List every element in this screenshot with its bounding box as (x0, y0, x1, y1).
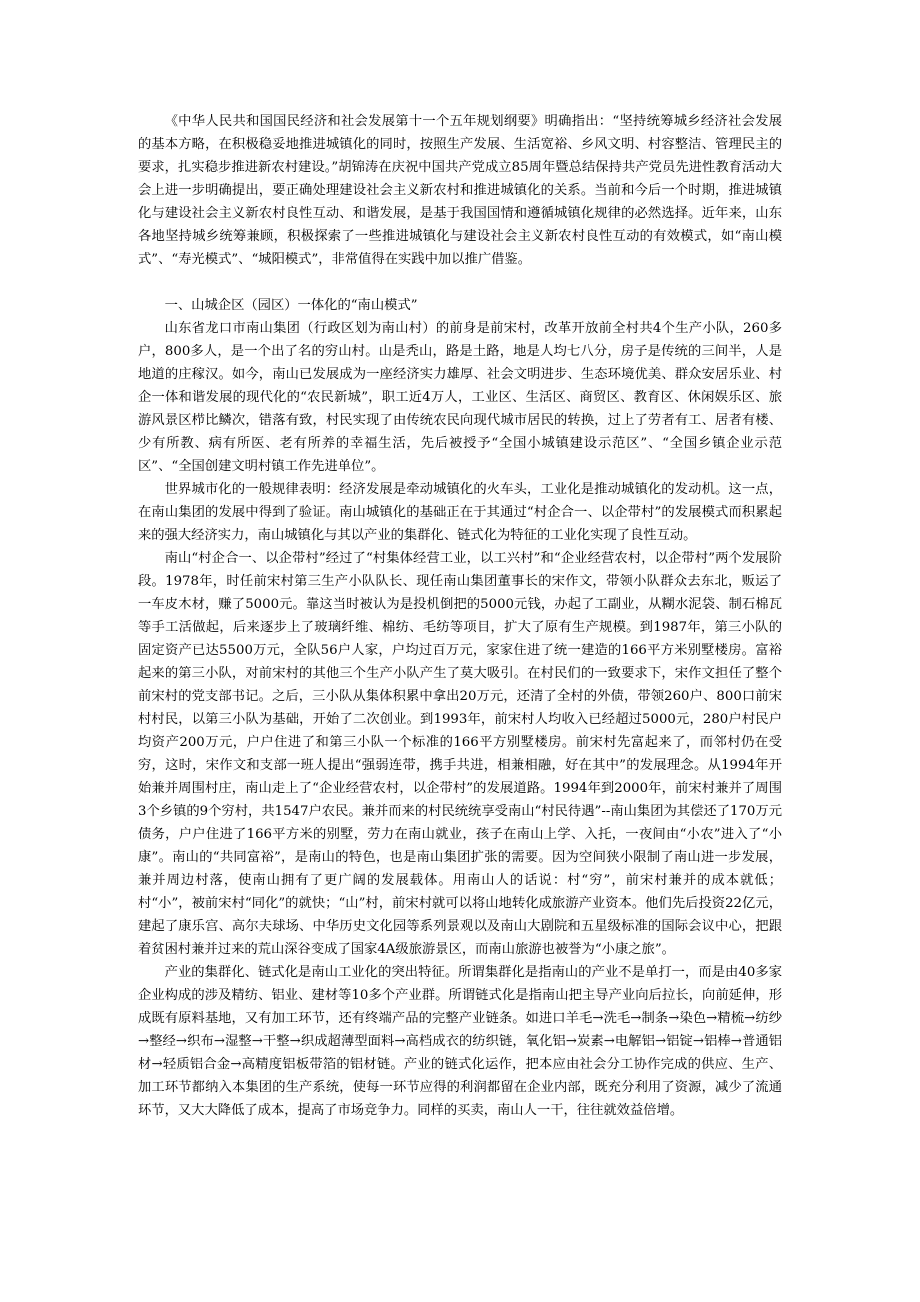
body-paragraph-1: 山东省龙口市南山集团（行政区划为南山村）的前身是前宋村，改革开放前全村共4个生产小队，260多户，800多人，是一个出了名的穷山村。山是秃山，路是土路，地是人均七八分，房子是传统的三间半，人是地道的庄稼汉。如今，南山已发展成为一座经济实力雄厚、社会文明进步、生态环境优美、群众安居乐业、村企一体和谐发展的现代化的“农民新城”，职工近4万人，工业区、生活区、商贸区、教育区、休闲娱乐区、旅游风景区栉比鳞次，错落有致，村民实现了由传统农民向现代城市居民的转换，过上了劳者有工、居者有楼、少有所教、病有所医、老有所养的幸福生活，先后被授予“全国小城镇建设示范区”、“全国乡镇企业示范区”、“全国创建文明村镇工作先进单位”。 (138, 321, 782, 474)
body-paragraph-3: 南山“村企合一、以企带村”经过了“村集体经营工业，以工兴村”和“企业经营农村，以企带村”两个发展阶段。1978年，时任前宋村第三生产小队队长、现任南山集团董事长的宋作文，带领小队群众去东北，贩运了一车皮木材，赚了5000元。靠这当时被认为是投机倒把的5000元钱，办起了工副业，从糊水泥袋、制石棉瓦等手工活做起，后来逐步上了玻璃纤维、棉纺、毛纺等项目，扩大了原有生产规模。到1987年，第三小队的固定资产已达5500万元，全队56户人家，户均过百万元，家家住进了统一建造的166平方米别墅楼房。富裕起来的第三小队，对前宋村的其他三个生产小队产生了莫大吸引。在村民们的一致要求下，宋作文担任了整个前宋村的党支部书记。之后，三小队从集体积累中拿出20万元，还清了全村的外债，带领260户、800口前宋村村民，以第三小队为基础，开始了二次创业。到1993年，前宋村人均收入已经超过5000元，280户村民户均资产200万元，户户住进了和第三小队一个标准的166平方别墅楼房。前宋村先富起来了，而邻村仍在受穷，这时，宋作文和支部一班人提出“强弱连带，携手共进，相兼相融，好在其中”的发展理念。从1994年开始兼并周围村庄，南山走上了“企业经营农村，以企带村”的发展道路。1994年到2000年，前宋村兼并了周围3个乡镇的9个穷村，共1547户农民。兼并而来的村民统统享受南山“村民待遇”--南山集团为其偿还了170万元债务，户户住进了166平方米的别墅，劳力在南山就业，孩子在南山上学、入托，一夜间由“小农”进入了“小康”。南山的“共同富裕”，是南山的特色，也是南山集团扩张的需要。因为空间狭小限制了南山进一步发展，兼并周边村落，使南山拥有了更广阔的发展载体。用南山人的话说：村“穷”，前宋村兼并的成本就低；村“小”，被前宋村“同化”的就快；“山”村，前宋村就可以将山地转化成旅游产业资本。他们先后投资22亿元，建起了康乐宫、高尔夫球场、中华历史文化园等系列景观以及南山大剧院和五星级标准的国际会议中心，把跟着贫困村兼并过来的荒山深谷变成了国家4A级旅游景区，而南山旅游也被誉为“小康之旅”。 (138, 551, 782, 957)
paragraph-spacer (138, 271, 782, 294)
body-paragraph-2: 世界城市化的一般规律表明：经济发展是牵动城镇化的火车头，工业化是推动城镇化的发动机。这一点，在南山集团的发展中得到了验证。南山城镇化的基础正在于其通过“村企合一、以企带村”的发展模式而积累起来的强大经济实力，南山城镇化与其以产业的集群化、链式化为特征的工业化实现了良性互动。 (138, 482, 782, 543)
section-heading: 一、山城企区（园区）一体化的“南山模式” (164, 298, 418, 313)
intro-paragraph: 《中华人民共和国国民经济和社会发展第十一个五年规划纲要》明确指出：“坚持统筹城乡经济社会发展的基本方略，在积极稳妥地推进城镇化的同时，按照生产发展、生活宽裕、乡风文明、村容整洁、管理民主的要求，扎实稳步推进新农村建设。”胡锦涛在庆祝中国共产党成立85周年暨总结保持共产党员先进性教育活动大会上进一步明确提出，要正确处理建设社会主义新农村和推进城镇化的关系。当前和今后一个时期，推进城镇化与建设社会主义新农村良性互动、和谐发展，是基于我国国情和遵循城镇化规律的必然选择。近年来，山东各地坚持城乡统筹兼顾，积极探索了一些推进城镇化与建设社会主义新农村良性互动的有效模式，如“南山模式”、“寿光模式”、“城阳模式”，非常值得在实践中加以推广借鉴。 (138, 114, 782, 267)
body-paragraph-4: 产业的集群化、链式化是南山工业化的突出特征。所谓集群化是指南山的产业不是单打一，而是由40多家企业构成的涉及精纺、铝业、建材等10多个产业群。所谓链式化是指南山把主导产业向后拉长，向前延伸，形成既有原料基地，又有加工环节，还有终端产品的完整产业链条。如进口羊毛→洗毛→制条→染色→精梳→纺纱→整经→织布→湿整→干整→织成超薄型面料→高档成衣的纺织链，氧化铝→炭素→电解铝→铝锭→铝棒→普通铝材→轻质铝合金→高精度铝板带箔的铝材链。产业的链式化运作，把本应由社会分工协作完成的供应、生产、加工环节都纳入本集团的生产系统，使每一环节应得的利润都留在企业内部，既充分利用了资源，减少了流通环节，又大大降低了成本，提高了市场竞争力。同样的买卖，南山人一干，往往就效益倍增。 (138, 965, 782, 1118)
